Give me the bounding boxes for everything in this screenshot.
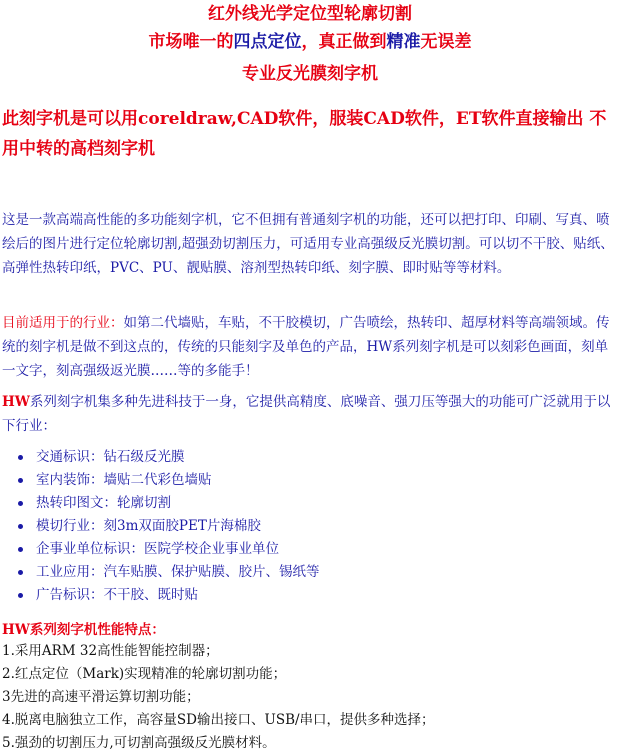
features-title: HW系列刻字机性能特点： <box>2 622 165 638</box>
intro-paragraph: 这是一款高端高性能的多功能刻字机，它不但拥有普通刻字机的功能，还可以把打印、印刷、写真、喷绘后的图片进行定位轮廓切割,超强劲切割压力，可适用专业高强级反光膜切割。可以切不干胶、贴纸、高弹性热转印纸，PVC、PU、靓贴膜、溶剂型热转印纸、刻字膜、即时贴等等材料。 <box>2 212 614 276</box>
list-item-text: 工业应用：汽车贴膜、保护贴膜、胶片、锡纸等 <box>36 564 320 580</box>
list-item <box>18 492 320 515</box>
title-line-1: 红外线光学定位型轮廓切割 <box>208 4 412 24</box>
series-prefix: HW <box>2 394 30 410</box>
title-line-2-part-e: 无误差 <box>420 32 472 52</box>
list-item <box>18 469 320 492</box>
title-line-2-part-d: 精准 <box>386 32 421 52</box>
feature-item: 3先进的高速平滑运算切割功能； <box>2 689 200 705</box>
list-item <box>18 538 320 561</box>
list-item-text: 交通标识：钻石级反光膜 <box>36 449 185 465</box>
bullet-icon <box>18 593 23 598</box>
industries-label: 目前适用于的行业： <box>2 315 124 331</box>
application-list <box>18 446 320 607</box>
list-item-text: 企事业单位标识：医院学校企业事业单位 <box>36 541 279 557</box>
title-line-3: 专业反光膜刻字机 <box>242 64 378 84</box>
list-item <box>18 446 320 469</box>
feature-item: 5.强劲的切割压力,可切割高强级反光膜材料。 <box>2 735 276 751</box>
feature-item: 1.采用ARM 32高性能智能控制器； <box>2 643 219 659</box>
title-line-2-part-c: ，真正做到 <box>301 32 387 52</box>
list-item <box>18 515 320 538</box>
title-line-2-part-b: 四点定位 <box>233 32 302 52</box>
feature-item: 2.红点定位（Mark)实现精准的轮廓切割功能； <box>2 666 287 682</box>
list-item <box>18 561 320 584</box>
series-text: 系列刻字机集多种先进科技于一身，它提供高精度、底噪音、强刀压等强大的功能可广泛就用于以下行业： <box>2 394 611 434</box>
bullet-icon <box>18 501 23 506</box>
bullet-icon <box>18 547 23 552</box>
lead-paragraph: 此刻字机是可以用coreldraw,CAD软件，服装CAD软件，ET软件直接输出 不用中转的高档刻字机 <box>2 109 607 159</box>
list-item <box>18 584 320 607</box>
feature-item: 4.脱离电脑独立工作，高容量SD输出接口、USB/串口，提供多种选择； <box>2 712 435 728</box>
bullet-icon <box>18 455 23 460</box>
list-item-text: 热转印图文：轮廓切割 <box>36 495 171 511</box>
bullet-icon <box>18 478 23 483</box>
industries-text: 如第二代墙贴，车贴，不干胶模切，广告喷绘，热转印、超厚材料等高端领域。传统的刻字机是做不到这点的，传统的只能刻字及单色的产品，HW系列刻字机是可以刻彩色画面，刻单一文字，刻高强级返光膜……等的多能手！ <box>2 315 610 379</box>
industries-paragraph <box>2 311 616 383</box>
bullet-icon <box>18 570 23 575</box>
series-paragraph <box>2 390 616 438</box>
list-item-text: 广告标识：不干胶、既时贴 <box>36 587 198 603</box>
list-item-text: 模切行业：刻3m双面胶PET片海棉胶 <box>36 518 261 534</box>
features-list <box>2 640 435 755</box>
title-line-2-part-a: 市场唯一的 <box>148 32 234 52</box>
title-line-2 <box>0 30 620 55</box>
list-item-text: 室内装饰：墙贴二代彩色墙贴 <box>36 472 212 488</box>
bullet-icon <box>18 524 23 529</box>
